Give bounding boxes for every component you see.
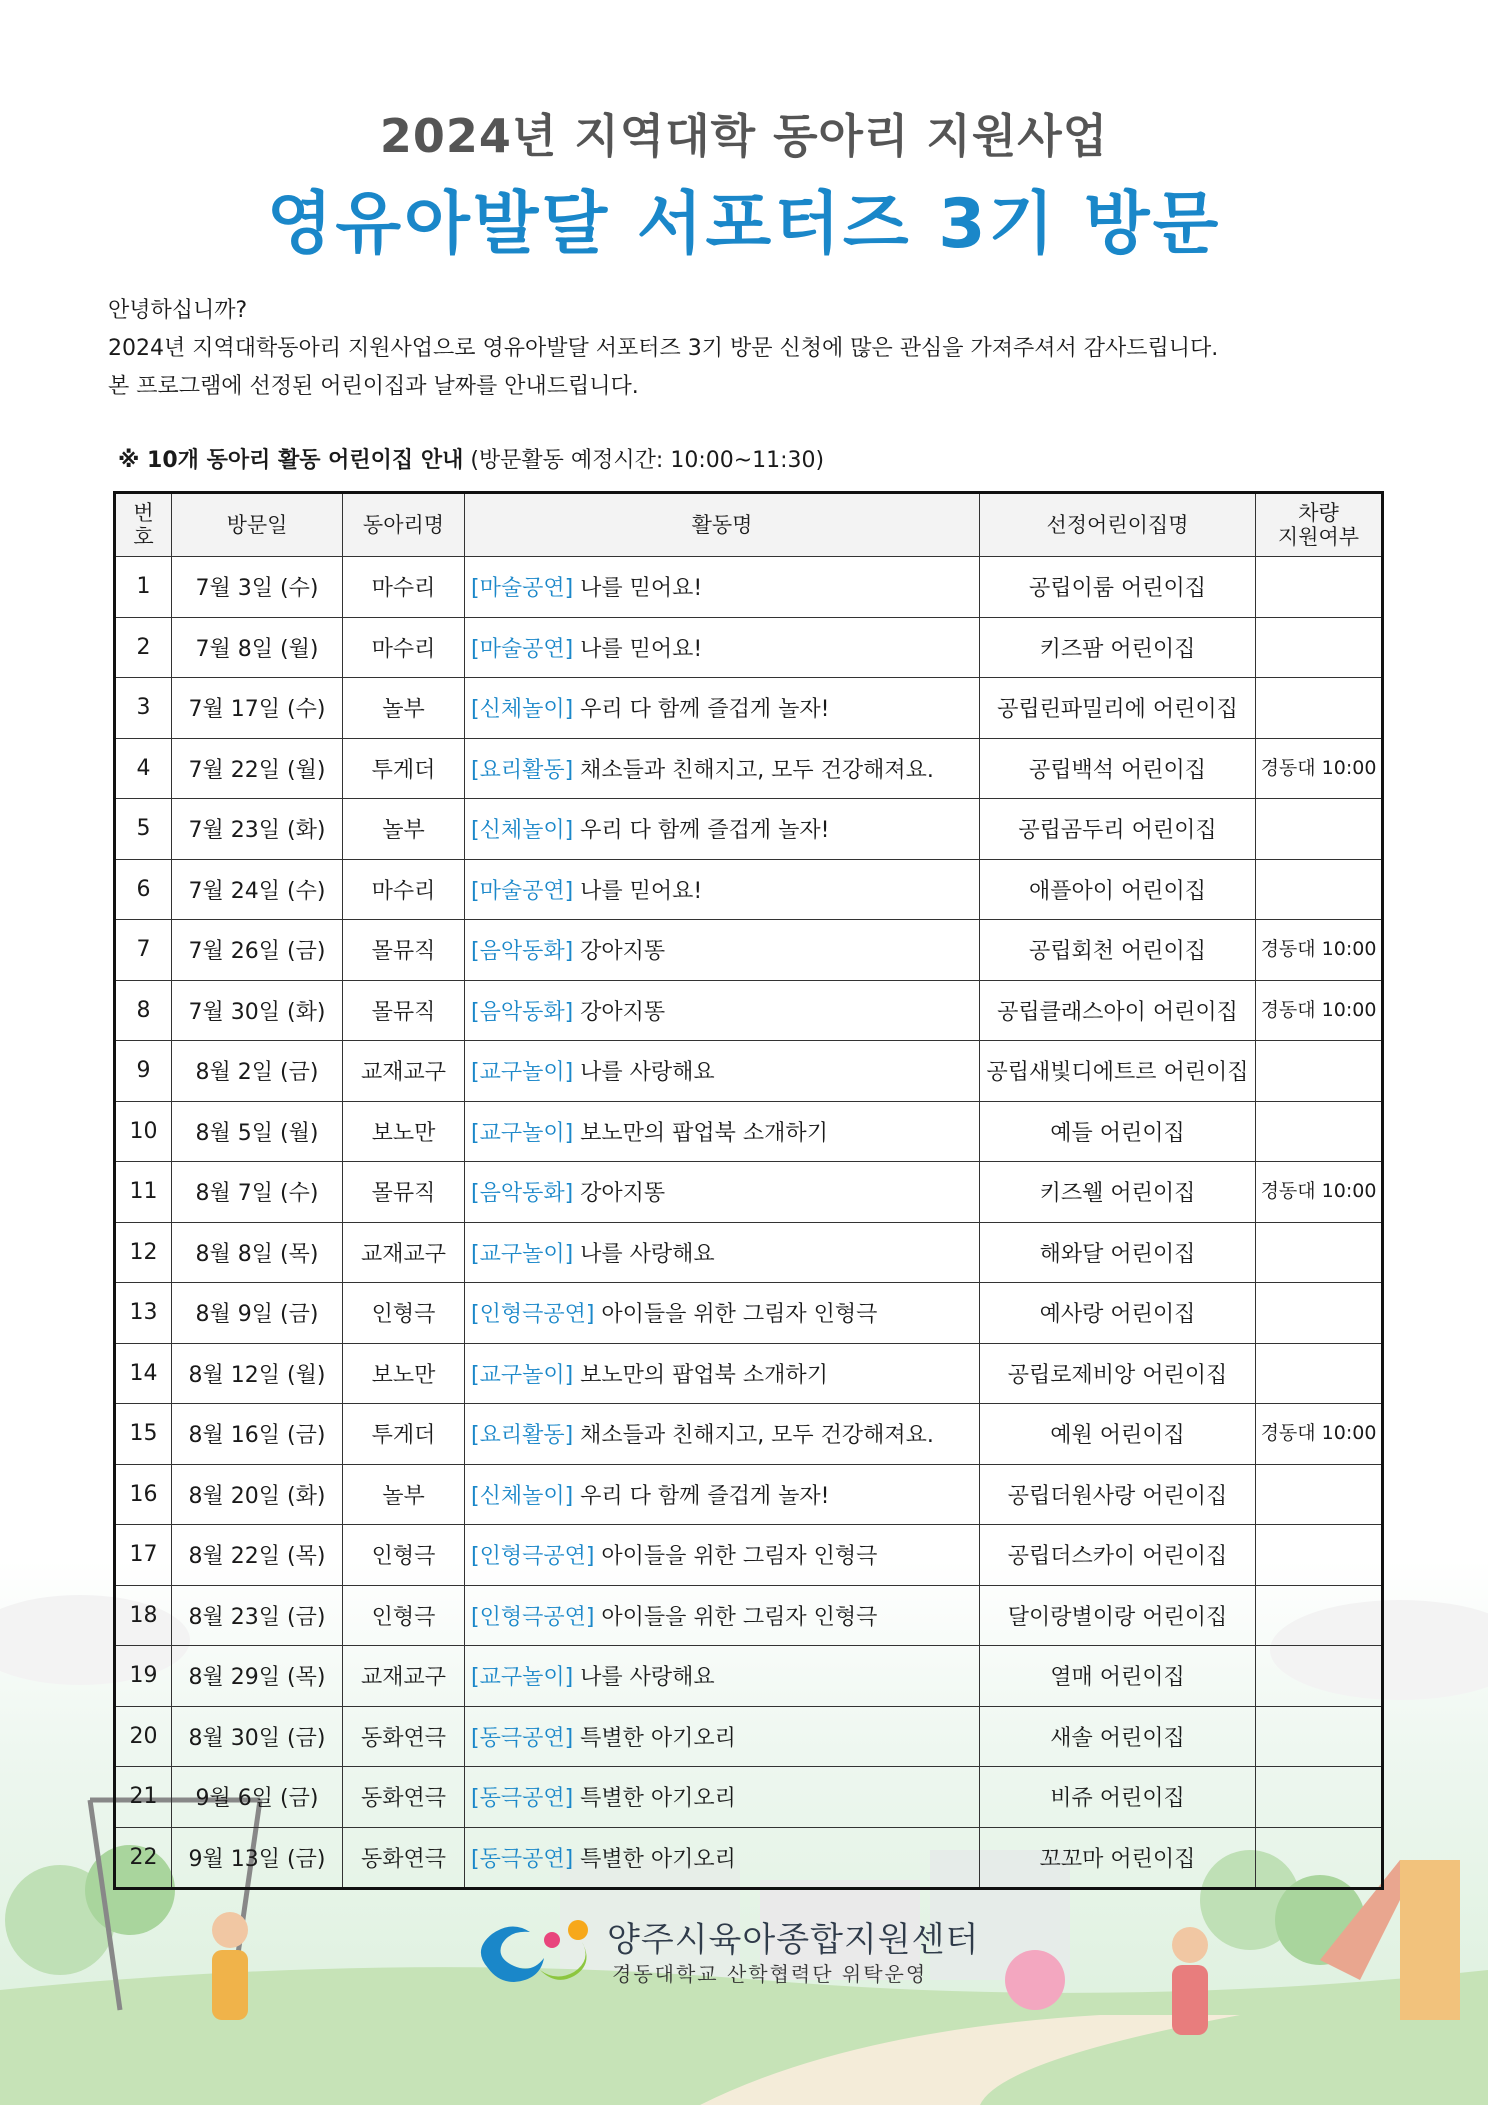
- notice-bold: ※ 10개 동아리 활동 어린이집 안내: [118, 448, 464, 473]
- row-date: 8월 12일 (월): [172, 1343, 343, 1404]
- row-date: 8월 2일 (금): [172, 1041, 343, 1102]
- table-row: [115, 1162, 1383, 1223]
- row-vehicle: [1256, 557, 1383, 618]
- row-activity: [465, 557, 980, 618]
- activity-tag: [인형극공연]: [471, 1544, 595, 1570]
- row-no: 6: [115, 859, 172, 920]
- row-date: 8월 16일 (금): [172, 1404, 343, 1465]
- row-club: 동화연극: [343, 1706, 465, 1767]
- row-activity: [465, 1646, 980, 1707]
- table-row: [115, 1041, 1383, 1102]
- row-center: 달이랑별이랑 어린이집: [980, 1585, 1256, 1646]
- table-row: [115, 1706, 1383, 1767]
- activity-name: 강아지똥: [573, 1181, 666, 1207]
- table-row: [115, 1222, 1383, 1283]
- activity-name: 우리 다 함께 즐겁게 놀자!: [573, 697, 830, 723]
- row-activity: [465, 1464, 980, 1525]
- activity-name: 나를 믿어요!: [573, 636, 703, 662]
- table-row: [115, 1767, 1383, 1828]
- row-date: 8월 20일 (화): [172, 1464, 343, 1525]
- header-activity: 활동명: [465, 493, 980, 557]
- activity-tag: [동극공연]: [471, 1786, 574, 1812]
- activity-tag: [음악동화]: [471, 939, 574, 965]
- table-row: [115, 557, 1383, 618]
- row-club: 교재교구: [343, 1646, 465, 1707]
- row-club: 몰뮤직: [343, 920, 465, 981]
- row-no: 21: [115, 1767, 172, 1828]
- row-no: 13: [115, 1283, 172, 1344]
- activity-tag: [인형극공연]: [471, 1604, 595, 1630]
- activity-name: 나를 믿어요!: [573, 576, 703, 602]
- activity-name: 채소들과 친해지고, 모두 건강해져요.: [573, 1423, 934, 1449]
- row-vehicle: [1256, 1101, 1383, 1162]
- row-activity: [465, 1041, 980, 1102]
- row-center: 공립더원사랑 어린이집: [980, 1464, 1256, 1525]
- row-no: 7: [115, 920, 172, 981]
- row-vehicle: [1256, 859, 1383, 920]
- row-activity: [465, 1101, 980, 1162]
- row-center: 해와달 어린이집: [980, 1222, 1256, 1283]
- header-no: 번 호: [115, 493, 172, 557]
- table-row: [115, 1101, 1383, 1162]
- activity-name: 강아지똥: [573, 999, 666, 1025]
- table-header-row: [115, 493, 1383, 557]
- row-no: 9: [115, 1041, 172, 1102]
- row-club: 놀부: [343, 678, 465, 739]
- table-row: [115, 799, 1383, 860]
- row-no: 16: [115, 1464, 172, 1525]
- row-club: 마수리: [343, 617, 465, 678]
- row-no: 5: [115, 799, 172, 860]
- activity-tag: [신체놀이]: [471, 1483, 574, 1509]
- activity-name: 우리 다 함께 즐겁게 놀자!: [573, 1483, 830, 1509]
- row-club: 몰뮤직: [343, 1162, 465, 1223]
- row-center: 열매 어린이집: [980, 1646, 1256, 1707]
- row-vehicle: [1256, 1706, 1383, 1767]
- activity-name: 특별한 아기오리: [573, 1846, 736, 1872]
- row-activity: [465, 1404, 980, 1465]
- row-club: 동화연극: [343, 1767, 465, 1828]
- row-activity: [465, 1585, 980, 1646]
- row-activity: [465, 1283, 980, 1344]
- activity-name: 특별한 아기오리: [573, 1786, 736, 1812]
- table-row: [115, 617, 1383, 678]
- row-date: 8월 9일 (금): [172, 1283, 343, 1344]
- table-row: [115, 1646, 1383, 1707]
- row-vehicle: 경동대 10:00: [1256, 738, 1383, 799]
- activity-tag: [교구놀이]: [471, 1120, 574, 1146]
- table-row: [115, 1283, 1383, 1344]
- activity-name: 나를 믿어요!: [573, 878, 703, 904]
- row-activity: [465, 920, 980, 981]
- row-vehicle: [1256, 1041, 1383, 1102]
- row-center: 공립이룸 어린이집: [980, 557, 1256, 618]
- activity-tag: [동극공연]: [471, 1725, 574, 1751]
- row-club: 인형극: [343, 1585, 465, 1646]
- row-vehicle: [1256, 1283, 1383, 1344]
- row-no: 22: [115, 1827, 172, 1889]
- row-date: 7월 30일 (화): [172, 980, 343, 1041]
- row-date: 8월 23일 (금): [172, 1585, 343, 1646]
- intro-line: 2024년 지역대학동아리 지원사업으로 영유아발달 서포터즈 3기 방문 신청에 많은 관심을 가져주셔서 감사드립니다.: [108, 336, 1219, 361]
- header-vehicle: 차량 지원여부: [1256, 493, 1383, 557]
- row-activity: [465, 1827, 980, 1889]
- row-club: 마수리: [343, 859, 465, 920]
- row-activity: [465, 1767, 980, 1828]
- row-club: 인형극: [343, 1283, 465, 1344]
- row-center: 공립클래스아이 어린이집: [980, 980, 1256, 1041]
- row-date: 8월 29일 (목): [172, 1646, 343, 1707]
- row-club: 마수리: [343, 557, 465, 618]
- row-center: 꼬꼬마 어린이집: [980, 1827, 1256, 1889]
- row-club: 동화연극: [343, 1827, 465, 1889]
- row-date: 7월 8일 (월): [172, 617, 343, 678]
- row-center: 공립더스카이 어린이집: [980, 1525, 1256, 1586]
- intro-line: 안녕하십니까?: [108, 298, 248, 323]
- row-center: 공립회천 어린이집: [980, 920, 1256, 981]
- activity-name: 특별한 아기오리: [573, 1725, 736, 1751]
- activity-name: 나를 사랑해요: [573, 1241, 715, 1267]
- activity-name: 채소들과 친해지고, 모두 건강해져요.: [573, 757, 934, 783]
- row-center: 공립린파밀리에 어린이집: [980, 678, 1256, 739]
- row-vehicle: 경동대 10:00: [1256, 1404, 1383, 1465]
- row-club: 교재교구: [343, 1041, 465, 1102]
- table-row: [115, 980, 1383, 1041]
- activity-tag: [동극공연]: [471, 1846, 574, 1872]
- row-no: 18: [115, 1585, 172, 1646]
- row-date: 8월 5일 (월): [172, 1101, 343, 1162]
- row-no: 15: [115, 1404, 172, 1465]
- table-row: [115, 738, 1383, 799]
- row-activity: [465, 1706, 980, 1767]
- row-vehicle: [1256, 617, 1383, 678]
- activity-tag: [교구놀이]: [471, 1665, 574, 1691]
- row-activity: [465, 617, 980, 678]
- row-activity: [465, 859, 980, 920]
- row-no: 3: [115, 678, 172, 739]
- row-date: 7월 24일 (수): [172, 859, 343, 920]
- table-row: [115, 920, 1383, 981]
- header-club: 동아리명: [343, 493, 465, 557]
- row-no: 4: [115, 738, 172, 799]
- row-no: 20: [115, 1706, 172, 1767]
- page-title: 2024년 지역대학 동아리 지원사업: [379, 109, 1109, 163]
- activity-tag: [교구놀이]: [471, 1362, 574, 1388]
- activity-tag: [마술공연]: [471, 878, 574, 904]
- table-row: [115, 1464, 1383, 1525]
- activity-tag: [신체놀이]: [471, 697, 574, 723]
- row-no: 8: [115, 980, 172, 1041]
- activity-name: 강아지똥: [573, 939, 666, 965]
- row-no: 19: [115, 1646, 172, 1707]
- row-center: 공립새빛디에트르 어린이집: [980, 1041, 1256, 1102]
- row-activity: [465, 1162, 980, 1223]
- row-vehicle: [1256, 1585, 1383, 1646]
- row-center: 키즈팜 어린이집: [980, 617, 1256, 678]
- row-club: 놀부: [343, 799, 465, 860]
- row-vehicle: [1256, 678, 1383, 739]
- row-vehicle: [1256, 1767, 1383, 1828]
- row-vehicle: [1256, 1827, 1383, 1889]
- row-date: 7월 22일 (월): [172, 738, 343, 799]
- row-no: 11: [115, 1162, 172, 1223]
- row-date: 8월 30일 (금): [172, 1706, 343, 1767]
- row-date: 7월 23일 (화): [172, 799, 343, 860]
- row-vehicle: [1256, 1464, 1383, 1525]
- row-vehicle: 경동대 10:00: [1256, 920, 1383, 981]
- row-no: 17: [115, 1525, 172, 1586]
- table-row: [115, 1343, 1383, 1404]
- row-center: 예들 어린이집: [980, 1101, 1256, 1162]
- row-club: 몰뮤직: [343, 980, 465, 1041]
- row-vehicle: [1256, 1646, 1383, 1707]
- header-date: 방문일: [172, 493, 343, 557]
- activity-tag: [교구놀이]: [471, 1060, 574, 1086]
- row-date: 8월 7일 (수): [172, 1162, 343, 1223]
- row-activity: [465, 1525, 980, 1586]
- row-club: 인형극: [343, 1525, 465, 1586]
- notice-time: (방문활동 예정시간: 10:00~11:30): [463, 448, 825, 473]
- activity-name: 우리 다 함께 즐겁게 놀자!: [573, 818, 830, 844]
- row-club: 투게더: [343, 1404, 465, 1465]
- row-vehicle: [1256, 1343, 1383, 1404]
- activity-tag: [요리활동]: [471, 757, 574, 783]
- row-no: 10: [115, 1101, 172, 1162]
- activity-name: 보노만의 팝업북 소개하기: [573, 1362, 828, 1388]
- activity-tag: [요리활동]: [471, 1423, 574, 1449]
- row-date: 7월 17일 (수): [172, 678, 343, 739]
- row-no: 1: [115, 557, 172, 618]
- row-club: 보노만: [343, 1343, 465, 1404]
- row-activity: [465, 980, 980, 1041]
- row-center: 키즈웰 어린이집: [980, 1162, 1256, 1223]
- row-center: 비쥬 어린이집: [980, 1767, 1256, 1828]
- header-center: 선정어린이집명: [980, 493, 1256, 557]
- activity-name: 아이들을 위한 그림자 인형극: [594, 1544, 878, 1570]
- row-date: 7월 3일 (수): [172, 557, 343, 618]
- row-center: 예사랑 어린이집: [980, 1283, 1256, 1344]
- row-activity: [465, 678, 980, 739]
- row-activity: [465, 1343, 980, 1404]
- activity-name: 아이들을 위한 그림자 인형극: [594, 1604, 878, 1630]
- row-date: 8월 22일 (목): [172, 1525, 343, 1586]
- activity-name: 보노만의 팝업북 소개하기: [573, 1120, 828, 1146]
- row-activity: [465, 1222, 980, 1283]
- row-date: 7월 26일 (금): [172, 920, 343, 981]
- row-center: 새솔 어린이집: [980, 1706, 1256, 1767]
- row-date: 9월 13일 (금): [172, 1827, 343, 1889]
- row-vehicle: 경동대 10:00: [1256, 1162, 1383, 1223]
- activity-tag: [음악동화]: [471, 1181, 574, 1207]
- row-club: 놀부: [343, 1464, 465, 1525]
- table-row: [115, 1404, 1383, 1465]
- activity-tag: [인형극공연]: [471, 1302, 595, 1328]
- row-date: 8월 8일 (목): [172, 1222, 343, 1283]
- row-vehicle: 경동대 10:00: [1256, 980, 1383, 1041]
- table-row: [115, 1585, 1383, 1646]
- row-no: 2: [115, 617, 172, 678]
- row-center: 공립곰두리 어린이집: [980, 799, 1256, 860]
- table-row: [115, 859, 1383, 920]
- row-vehicle: [1256, 799, 1383, 860]
- table-row: [115, 678, 1383, 739]
- row-club: 교재교구: [343, 1222, 465, 1283]
- org-subtitle: 경동대학교 산학협력단 위탁운영: [612, 1962, 928, 1986]
- row-center: 공립백석 어린이집: [980, 738, 1256, 799]
- activity-name: 아이들을 위한 그림자 인형극: [594, 1302, 878, 1328]
- table-row: [115, 1525, 1383, 1586]
- row-vehicle: [1256, 1525, 1383, 1586]
- row-club: 투게더: [343, 738, 465, 799]
- intro-line: 본 프로그램에 선정된 어린이집과 날짜를 안내드립니다.: [108, 374, 639, 399]
- row-center: 공립로제비앙 어린이집: [980, 1343, 1256, 1404]
- intro-text: [108, 292, 1378, 406]
- row-date: 9월 6일 (금): [172, 1767, 343, 1828]
- row-no: 14: [115, 1343, 172, 1404]
- activity-name: 나를 사랑해요: [573, 1665, 715, 1691]
- org-name: 양주시육아종합지원센터: [607, 1920, 980, 1960]
- activity-tag: [마술공연]: [471, 636, 574, 662]
- activity-tag: [교구놀이]: [471, 1241, 574, 1267]
- schedule-table: [113, 491, 1384, 1890]
- activity-tag: [신체놀이]: [471, 818, 574, 844]
- notice-heading: [118, 443, 824, 474]
- activity-tag: [마술공연]: [471, 576, 574, 602]
- row-vehicle: [1256, 1222, 1383, 1283]
- row-center: 애플아이 어린이집: [980, 859, 1256, 920]
- page-subtitle: 영유아발달 서포터즈 3기 방문: [266, 185, 1222, 264]
- activity-tag: [음악동화]: [471, 999, 574, 1025]
- row-activity: [465, 799, 980, 860]
- table-row: [115, 1827, 1383, 1889]
- row-activity: [465, 738, 980, 799]
- row-club: 보노만: [343, 1101, 465, 1162]
- activity-name: 나를 사랑해요: [573, 1060, 715, 1086]
- row-no: 12: [115, 1222, 172, 1283]
- row-center: 예원 어린이집: [980, 1404, 1256, 1465]
